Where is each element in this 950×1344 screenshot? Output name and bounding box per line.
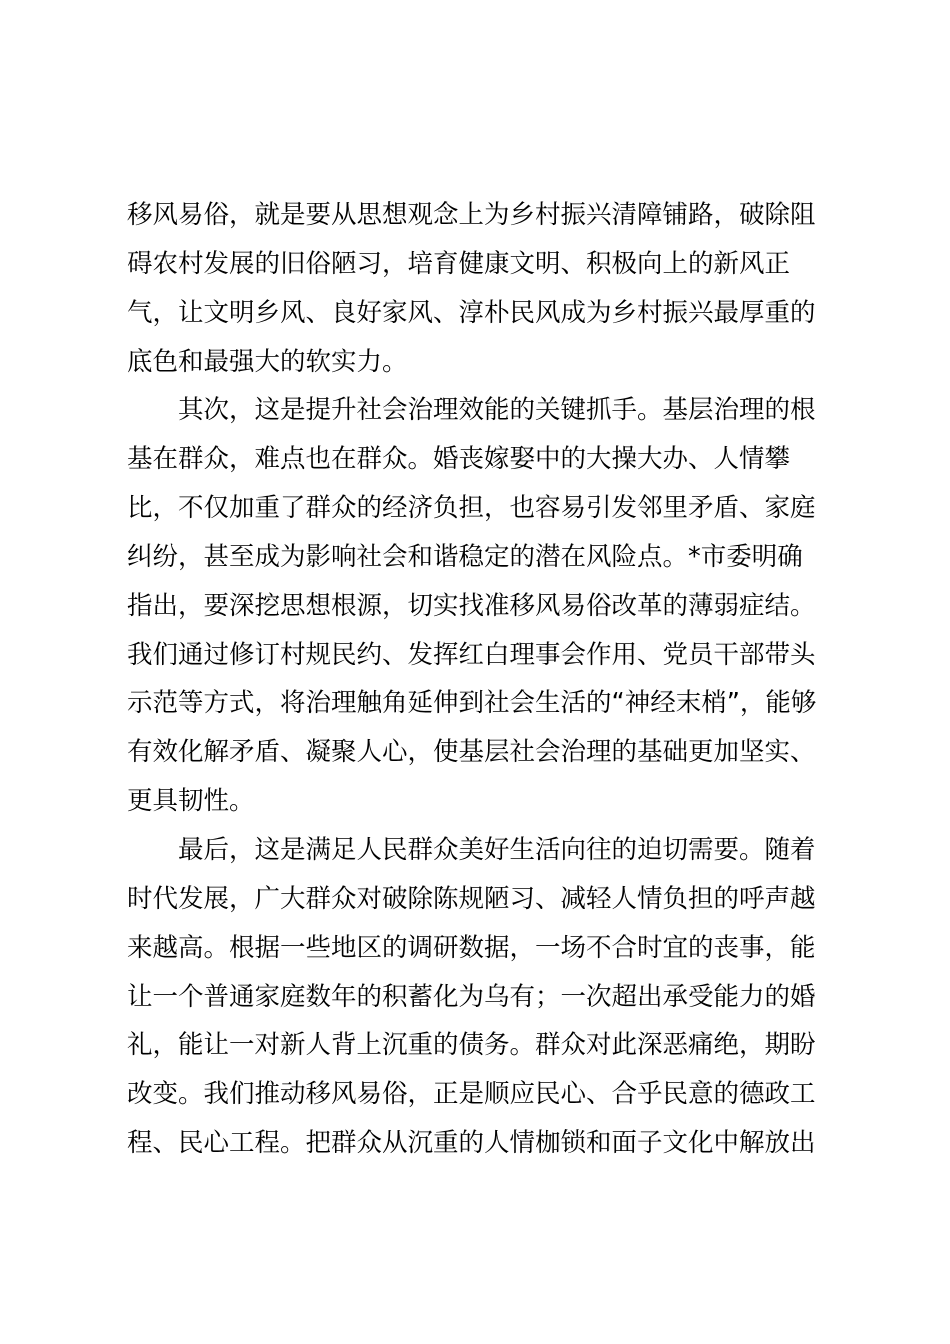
text-line: 基在群众，难点也在群众。婚丧嫁娶中的大操大办、人情攀 bbox=[127, 444, 791, 475]
text-line: 示范等方式，将治理触角延伸到社会生活的“神经末梢”，能够 bbox=[127, 688, 817, 719]
paragraph-1 bbox=[127, 191, 827, 386]
text-line: 气，让文明乡风、良好家风、淳朴民风成为乡村振兴最厚重的 bbox=[127, 297, 816, 328]
text-line: 最后，这是满足人民群众美好生活向往的迫切需要。随着 bbox=[178, 834, 816, 865]
text-line: 有效化解矛盾、凝聚人心，使基层社会治理的基础更加坚实、 bbox=[127, 737, 816, 768]
text-line: 时代发展，广大群众对破除陈规陋习、减轻人情负担的呼声越 bbox=[127, 883, 816, 914]
text-line: 我们通过修订村规民约、发挥红白理事会作用、党员干部带头 bbox=[127, 639, 816, 670]
text-line: 来越高。根据一些地区的调研数据，一场不合时宜的丧事，能 bbox=[127, 932, 816, 963]
paragraph-3 bbox=[127, 826, 827, 1168]
text-line: 碍农村发展的旧俗陋习，培育健康文明、积极向上的新风正 bbox=[127, 248, 791, 279]
text-line: 更具韧性。 bbox=[127, 786, 255, 817]
body-text bbox=[127, 191, 827, 1168]
text-line: 比，不仅加重了群众的经济负担，也容易引发邻里矛盾、家庭 bbox=[127, 493, 816, 524]
text-line: 礼，能让一对新人背上沉重的债务。群众对此深恶痛绝，期盼 bbox=[127, 1030, 816, 1061]
text-line: 让一个普通家庭数年的积蓄化为乌有；一次超出承受能力的婚 bbox=[127, 981, 816, 1012]
text-line: 移风易俗，就是要从思想观念上为乡村振兴清障铺路，破除阻 bbox=[127, 200, 816, 230]
paragraph-2 bbox=[127, 386, 827, 826]
text-line: 程、民心工程。把群众从沉重的人情枷锁和面子文化中解放出 bbox=[127, 1128, 816, 1159]
text-line: 改变。我们推动移风易俗，正是顺应民心、合乎民意的德政工 bbox=[127, 1079, 816, 1110]
text-line: 其次，这是提升社会治理效能的关键抓手。基层治理的根 bbox=[178, 395, 816, 426]
text-line: 指出，要深挖思想根源，切实找准移风易俗改革的薄弱症结。 bbox=[127, 590, 816, 621]
text-line: 纠纷，甚至成为影响社会和谐稳定的潜在风险点。*市委明确 bbox=[127, 541, 803, 572]
text-line: 底色和最强大的软实力。 bbox=[127, 346, 408, 377]
